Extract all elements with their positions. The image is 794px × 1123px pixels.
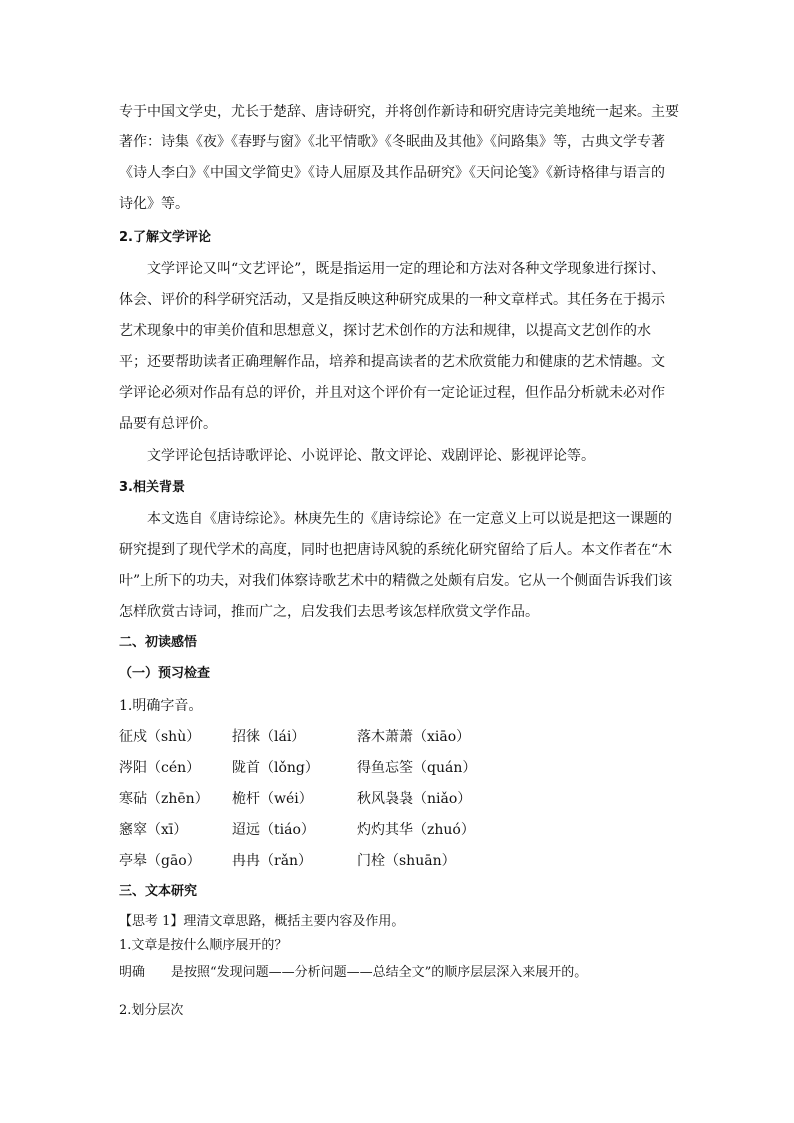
pinyin-cell: 征戍（shù）	[119, 729, 201, 745]
question-1: 1.文章是按什么顺序展开的？	[119, 938, 288, 953]
pinyin-cell: 桅杆（wéi）	[232, 791, 313, 807]
intro-line-4: 诗化》等。	[119, 196, 189, 212]
answer-1: 明确 是按照“发现问题——分析问题——总结全文”的顺序层层深入来展开的。	[119, 965, 588, 980]
pinyin-cell: 亭皋（gāo）	[119, 853, 201, 869]
background-line-2: 研究提到了现代学术的高度，同时也把唐诗风貌的系统化研究留给了后人。本文作者在“木	[119, 542, 673, 558]
think-prompt-1: 【思考 1】理清文章思路，概括主要内容及作用。	[119, 914, 405, 929]
pinyin-cell: 招徕（lái）	[232, 729, 306, 745]
intro-line-2: 著作：诗集《夜》《春野与窗》《北平情歌》《冬眠曲及其他》《问路集》等，古典文学专著	[119, 134, 665, 150]
background-line-4: 怎样欣赏古诗词，推而广之，启发我们去思考该怎样欣赏文学作品。	[119, 604, 539, 620]
pinyin-cell: 冉冉（rǎn）	[232, 853, 313, 869]
pinyin-cell: 秋风袅袅（niǎo）	[357, 791, 472, 807]
criticism-types: 文学评论包括诗歌评论、小说评论、散文评论、戏剧评论、影视评论等。	[147, 448, 595, 464]
question-2: 2.划分层次	[119, 1003, 184, 1018]
subheading-preview-check: （一）预习检查	[119, 666, 211, 681]
section-heading-background: 3.相关背景	[119, 480, 185, 495]
part-heading-text-study: 三、文本研究	[119, 884, 198, 899]
pinyin-cell: 得鱼忘筌（quán）	[357, 760, 477, 776]
background-line-1: 本文选自《唐诗综论》。林庚先生的《唐诗综论》在一定意义上可以说是把这一课题的	[147, 511, 672, 527]
criticism-line-1: 文学评论又叫“文艺评论”，既是指运用一定的理论和方法对各种文学现象进行探讨、	[147, 261, 666, 277]
criticism-line-5: 学评论必须对作品有总的评价，并且对这个评价有一定论证过程，但作品分析就未必对作	[119, 385, 665, 401]
criticism-line-6: 品要有总评价。	[119, 416, 217, 432]
background-line-3: 叶”上所下的功夫，对我们体察诗歌艺术中的精微之处颇有启发。它从一个侧面告诉我们该	[119, 573, 673, 589]
pinyin-cell: 寒砧（zhēn）	[119, 791, 209, 807]
pinyin-cell: 窸窣（xī）	[119, 822, 188, 838]
intro-line-1: 专于中国文学史，尤长于楚辞、唐诗研究，并将创作新诗和研究唐诗完美地统一起来。主要	[119, 104, 679, 120]
criticism-line-2: 体会、评价的科学研究活动，又是指反映这种研究成果的一种文章样式。其任务在于揭示	[119, 292, 665, 308]
pinyin-cell: 迢远（tiáo）	[232, 822, 315, 838]
pinyin-cell: 门栓（shuān）	[357, 853, 456, 869]
pinyin-cell: 灼灼其华（zhuó）	[357, 822, 475, 838]
intro-line-3: 《诗人李白》《中国文学简史》《诗人屈原及其作品研究》《天问论笺》《新诗格律与语言的	[119, 165, 665, 181]
pinyin-cell: 落木萧萧（xiāo）	[357, 729, 471, 745]
part-heading-first-reading: 二、初读感悟	[119, 635, 198, 650]
item-pronunciation: 1.明确字音。	[119, 698, 203, 714]
pinyin-cell: 涔阳（cén）	[119, 760, 201, 776]
section-heading-literary-criticism: 2.了解文学评论	[119, 230, 211, 245]
pinyin-cell: 陇首（lǒng）	[232, 760, 319, 776]
criticism-line-3: 艺术现象中的审美价值和思想意义，探讨艺术创作的方法和规律，以提高文艺创作的水	[119, 323, 651, 339]
criticism-line-4: 平；还要帮助读者正确理解作品，培养和提高读者的艺术欣赏能力和健康的艺术情趣。文	[119, 354, 665, 370]
